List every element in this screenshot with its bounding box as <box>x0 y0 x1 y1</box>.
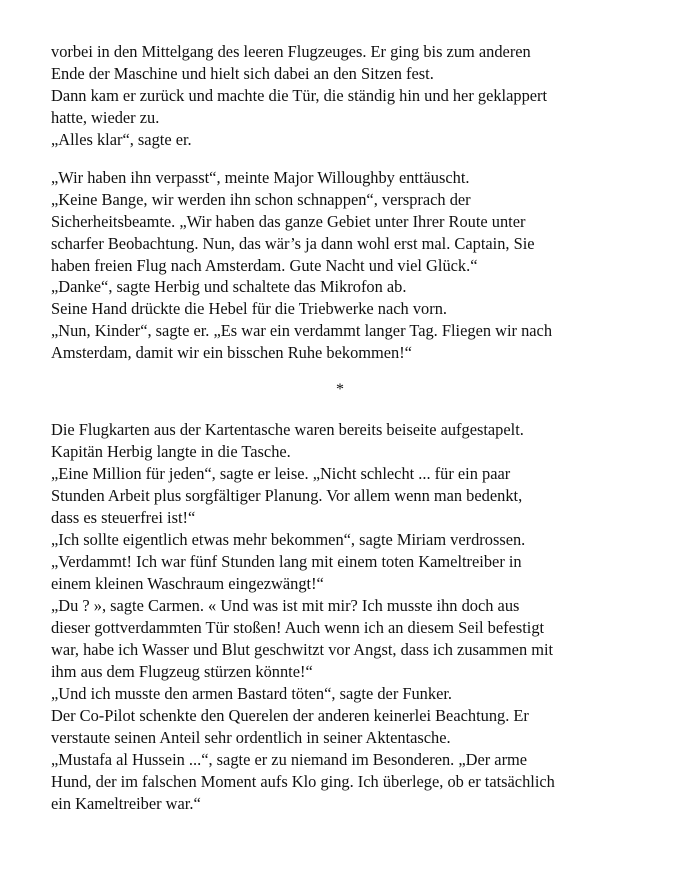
text-line: „Alles klar“, sagte er. <box>51 130 192 149</box>
text-line: Hund, der im falschen Moment aufs Klo ging. Ich überlege, ob er tatsächlich <box>51 772 555 791</box>
text-line: „Mustafa al Hussein ...“, sagte er zu niemand im Besonderen. „Der arme <box>51 750 528 769</box>
text-line: „Ich sollte eigentlich etwas mehr bekommen“, sagte Miriam verdrossen. <box>51 530 526 549</box>
section-separator: * <box>336 381 344 398</box>
text-line: Die Flugkarten aus der Kartentasche waren bereits beiseite aufgestapelt. <box>51 420 524 439</box>
text-line: „Eine Million für jeden“, sagte er leise. „Nicht schlecht ... für ein paar <box>51 464 511 483</box>
text-line: ihm aus dem Flugzeug stürzen könnte!“ <box>51 662 313 681</box>
text-line: dieser gottverdammten Tür stoßen! Auch wenn ich an diesem Seil befestigt <box>51 618 545 637</box>
text-line: war, habe ich Wasser und Blut geschwitzt vor Angst, dass ich zusammen mit <box>51 640 554 659</box>
text-line: verstaute seinen Anteil sehr ordentlich in seiner Aktentasche. <box>51 728 451 747</box>
text-line: „Nun, Kinder“, sagte er. „Es war ein verdammt langer Tag. Fliegen wir nach <box>51 321 553 340</box>
text-line: dass es steuerfrei ist!“ <box>51 508 196 527</box>
text-line: Sicherheitsbeamte. „Wir haben das ganze Gebiet unter Ihrer Route unter <box>51 212 526 231</box>
text-line: Kapitän Herbig langte in die Tasche. <box>51 442 291 461</box>
text-line: vorbei in den Mittelgang des leeren Flugzeuges. Er ging bis zum anderen <box>51 42 531 61</box>
text-line: scharfer Beobachtung. Nun, das wär’s ja dann wohl erst mal. Captain, Sie <box>51 234 535 253</box>
text-line: „Keine Bange, wir werden ihn schon schnappen“, versprach der <box>51 190 471 209</box>
text-line: „Wir haben ihn verpasst“, meinte Major Willoughby enttäuscht. <box>51 168 470 187</box>
text-line: ein Kameltreiber war.“ <box>51 794 201 813</box>
text-line: „Und ich musste den armen Bastard töten“, sagte der Funker. <box>51 684 453 703</box>
text-line: Ende der Maschine und hielt sich dabei an den Sitzen fest. <box>51 64 434 83</box>
text-line: Stunden Arbeit plus sorgfältiger Planung. Vor allem wenn man bedenkt, <box>51 486 523 505</box>
text-line: einem kleinen Waschraum eingezwängt!“ <box>51 574 324 593</box>
text-line: haben freien Flug nach Amsterdam. Gute Nacht und viel Glück.“ <box>51 256 478 275</box>
text-line: Der Co-Pilot schenkte den Querelen der anderen keinerlei Beachtung. Er <box>51 706 529 725</box>
text-line: Seine Hand drückte die Hebel für die Triebwerke nach vorn. <box>51 299 447 318</box>
text-line: Amsterdam, damit wir ein bisschen Ruhe bekommen!“ <box>51 343 412 362</box>
text-line: „Danke“, sagte Herbig und schaltete das Mikrofon ab. <box>51 277 407 296</box>
text-line: hatte, wieder zu. <box>51 108 160 127</box>
text-line: „Verdammt! Ich war fünf Stunden lang mit einem toten Kameltreiber in <box>51 552 522 571</box>
text-line: „Du ? », sagte Carmen. « Und was ist mit mir? Ich musste ihn doch aus <box>51 596 520 615</box>
text-line: Dann kam er zurück und machte die Tür, die ständig hin und her geklappert <box>51 86 548 105</box>
